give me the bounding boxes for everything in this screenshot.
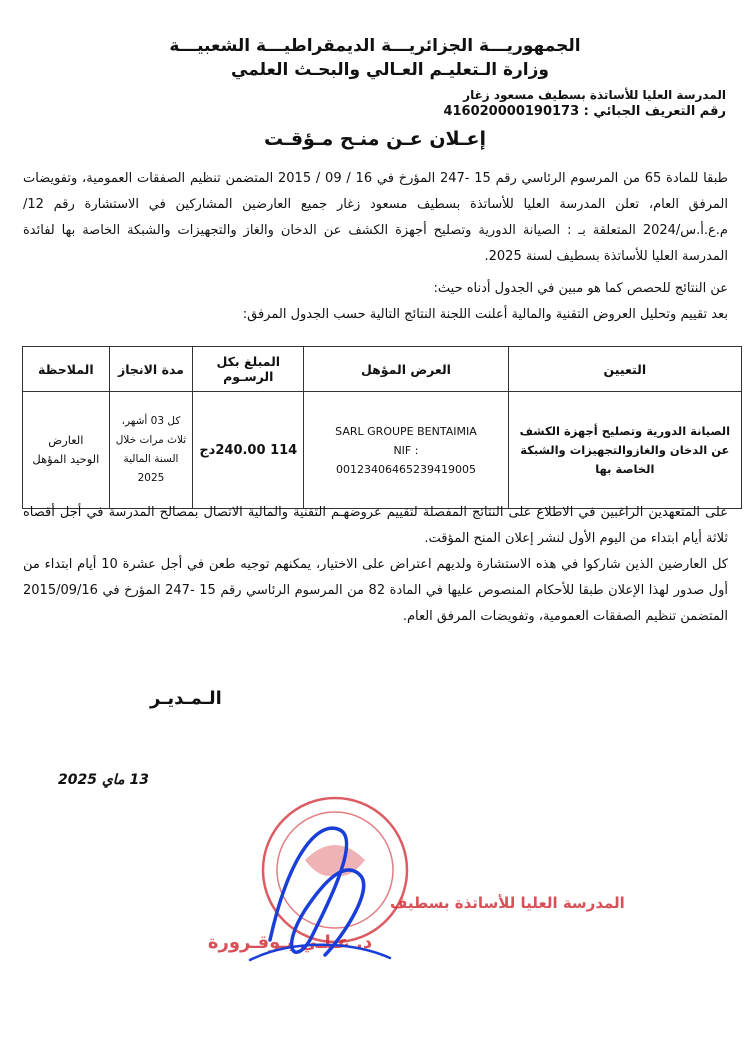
paragraph-consult-results: على المتعهدين الراغبين في الاطلاع على النتائج المفصلة لتقييم عروضهـم التقنية والمالية الاتصال بمصالح المدرسة في أجل أقصاه ثلاثة أيام ابتداء من اليوم الأول لنشر إعلان المنح المؤقت. — [23, 505, 728, 546]
header-ministry: وزارة الـتعليـم العـالي والبحـث العلمي — [231, 60, 549, 80]
duration-line: 2025 — [137, 472, 165, 484]
header-note: الملاحظة — [23, 347, 110, 392]
nif-value: 00123406465239419005 — [335, 462, 476, 476]
header-amount: المبلغ بكل الرسـوم — [193, 347, 304, 392]
institution-name: المدرسة العليا للأساتذة بسطيف مسعود زغار — [463, 88, 726, 102]
header-republic: الجمهوريـــة الجزائريـــة الديمقراطيـــة الشعبيـــة — [169, 36, 581, 56]
header-designation: التعيين — [508, 347, 741, 392]
note-line: العارض — [48, 433, 84, 447]
signature-date: 13 ماي 2025 — [58, 772, 149, 788]
official-stamp — [90, 790, 625, 1000]
tax-id-value: 416020000190173 — [443, 104, 580, 119]
duration-line: السنة المالية — [123, 453, 179, 465]
stamp-name-line: د. عـلـي بـوقـرورة — [207, 932, 373, 953]
duration-line: كل 03 أشهر، — [121, 415, 181, 427]
company-name: SARL GROUPE BENTAIMIA — [335, 424, 477, 438]
cell-duration — [109, 392, 193, 509]
paragraph-appeal: كل العارضين الذين شاركوا في هذه الاستشارة ولديهم اعتراض على الاختيار، يمكنهم توجيه طعن في أجل عشرة 10 أيام ابتداء من أول صدور لهذا الإعلان طبقا للأحكام المنصوص عليها في المادة 82 من المرسوم الرئاسي رقم 15 -247 المؤرخ في 2015/09/16 المتضمن تنظيم الصفقات العمومية، وتفويضات المرفق العام. — [23, 557, 729, 624]
stamp-institution-line: المدرسة العليا للأساتذة بسطيف — [390, 894, 625, 912]
director-title: الـمـديـر — [150, 688, 222, 709]
tax-id-label: رقم التعريف الجبائي : — [583, 104, 726, 119]
header-duration: مدة الانجاز — [109, 347, 193, 392]
table-row — [23, 392, 742, 509]
header-qualified-offer: العرض المؤهل — [304, 347, 508, 392]
note-line: الوحيد المؤهل — [32, 452, 100, 466]
cell-designation: الصيانة الدورية وتصليح أجهزة الكشف عن الدخان والغازوالتجهيزات والشبكة الخاصة بها — [508, 392, 741, 509]
nif-label: NIF : — [393, 443, 419, 457]
tax-id — [443, 104, 726, 119]
duration-line: ثلاث مرات خلال — [115, 434, 187, 446]
cell-amount: 114 240.00دج — [193, 392, 304, 509]
paragraph-evaluation: بعد تقييم وتحليل العروض التقنية والمالية أعلنت اللجنة النتائج التالية حسب الجدول المرفق: — [242, 307, 728, 322]
results-table — [22, 346, 742, 509]
paragraph-intro: طبقا للمادة 65 من المرسوم الرئاسي رقم 15 -247 المؤرخ في 16 / 09 / 2015 المتضمن تنظيم الصفقات العمومية، وتفويضات المرفق العام، تعلن المدرسة العليا للأساتذة بسطيف مسعود زغار جميع العارضين المشاركين في الاستشارة رقم 12/م.ع.أ.س/2024 المتعلقة بـ : الصيانة الدورية وتصليح أجهزة الكشف عن الدخان والغاز والتجهيزات والشبكة الخاصة بها لفائدة المدرسة العليا للأساتذة بسطيف لسنة 2025. — [23, 171, 728, 264]
cell-qualified-offer — [304, 392, 508, 509]
table-header-row — [23, 347, 742, 392]
cell-note — [23, 392, 110, 509]
announcement-title: إعـلان عـن منـح مـؤقـت — [264, 128, 486, 150]
paragraph-results-intro: عن النتائج للحصص كما هو مبين في الجدول أدناه حيث: — [433, 281, 728, 296]
